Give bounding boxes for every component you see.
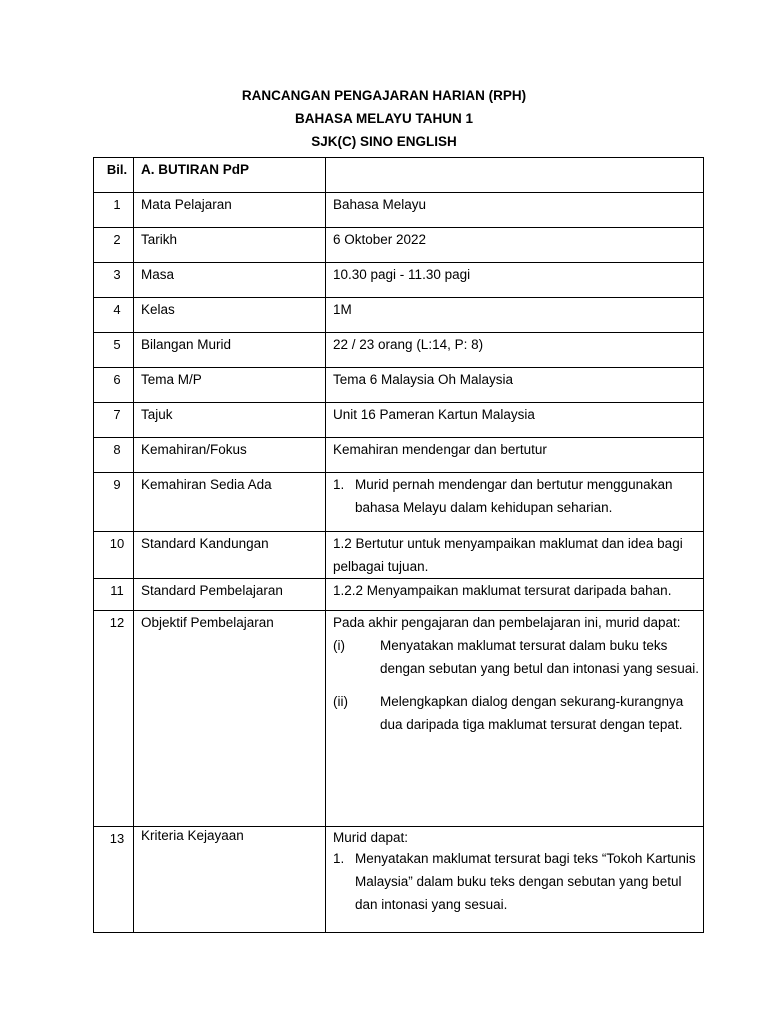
row-value: Bahasa Melayu xyxy=(326,193,704,228)
table-row xyxy=(94,228,704,263)
table-row xyxy=(94,193,704,228)
table-row xyxy=(94,368,704,403)
row-value xyxy=(326,611,704,827)
row-value xyxy=(326,827,704,933)
doc-subtitle: BAHASA MELAYU TAHUN 1 xyxy=(294,111,473,126)
list-text: Menyatakan maklumat tersurat bagi teks “Tokoh Kartunis Malaysia” dalam buku teks dengan sebutan yang betul dan intonasi yang sesuai. xyxy=(355,851,696,912)
row-number: 2 xyxy=(94,228,134,263)
row-number: 9 xyxy=(94,473,134,532)
list-item xyxy=(333,847,703,916)
row-label: Tema M/P xyxy=(134,368,326,403)
table-row xyxy=(94,611,704,827)
row-label: Tarikh xyxy=(134,228,326,263)
row-value: 10.30 pagi - 11.30 pagi xyxy=(326,263,704,298)
table-row xyxy=(94,298,704,333)
row-number: 1 xyxy=(94,193,134,228)
list-item xyxy=(333,473,703,519)
row-label: Mata Pelajaran xyxy=(134,193,326,228)
row-label: Kelas xyxy=(134,298,326,333)
row-value: Kemahiran mendengar dan bertutur xyxy=(326,438,704,473)
row-number: 4 xyxy=(94,298,134,333)
table-row xyxy=(94,263,704,298)
row-value: 22 / 23 orang (L:14, P: 8) xyxy=(326,333,704,368)
row-value: 1.2.2 Menyampaikan maklumat tersurat daripada bahan. xyxy=(326,579,704,611)
table-row xyxy=(94,532,704,579)
table-row xyxy=(94,403,704,438)
row-value: 1.2 Bertutur untuk menyampaikan maklumat dan idea bagi pelbagai tujuan. xyxy=(326,532,704,579)
row-number: 10 xyxy=(94,532,134,579)
table-row xyxy=(94,473,704,532)
list-text: Menyatakan maklumat tersurat dalam buku teks dengan sebutan yang betul dan intonasi yang sesuai. xyxy=(380,638,699,676)
criteria-intro: Murid dapat: xyxy=(333,830,409,845)
table-row xyxy=(94,333,704,368)
list-marker: (ii) xyxy=(333,694,348,709)
row-number: 5 xyxy=(94,333,134,368)
list-item xyxy=(333,690,703,736)
row-value: 6 Oktober 2022 xyxy=(326,228,704,263)
row-number: 7 xyxy=(94,403,134,438)
row-value xyxy=(326,473,704,532)
list-marker: 1. xyxy=(333,851,345,866)
row-number: 8 xyxy=(94,438,134,473)
objective-intro: Pada akhir pengajaran dan pembelajaran ini, murid dapat: xyxy=(333,615,681,630)
table-header-row xyxy=(94,158,704,193)
table-row xyxy=(94,438,704,473)
row-label: Bilangan Murid xyxy=(134,333,326,368)
list-text: Melengkapkan dialog dengan sekurang-kurangnya dua daripada tiga maklumat tersurat dengan tepat. xyxy=(380,694,684,732)
row-value: Unit 16 Pameran Kartun Malaysia xyxy=(326,403,704,438)
school-name: SJK(C) SINO ENGLISH xyxy=(311,134,457,149)
row-number: 6 xyxy=(94,368,134,403)
section-header: A. BUTIRAN PdP xyxy=(134,158,326,193)
header-empty-cell xyxy=(326,158,704,193)
row-label: Standard Kandungan xyxy=(134,532,326,579)
table-row xyxy=(94,579,704,611)
row-number: 11 xyxy=(94,579,134,611)
col-bil-header: Bil. xyxy=(94,158,134,193)
row-label: Standard Pembelajaran xyxy=(134,579,326,611)
list-marker: (i) xyxy=(333,638,345,653)
table-row xyxy=(94,827,704,933)
row-label: Tajuk xyxy=(134,403,326,438)
row-label: Kemahiran Sedia Ada xyxy=(134,473,326,532)
row-number: 13 xyxy=(94,827,134,933)
row-value: 1M xyxy=(326,298,704,333)
row-label: Objektif Pembelajaran xyxy=(134,611,326,827)
row-value: Tema 6 Malaysia Oh Malaysia xyxy=(326,368,704,403)
row-label: Kemahiran/Fokus xyxy=(134,438,326,473)
row-number: 12 xyxy=(94,611,134,827)
list-marker: 1. xyxy=(333,477,345,492)
doc-title: RANCANGAN PENGAJARAN HARIAN (RPH) xyxy=(241,88,527,103)
rph-table xyxy=(93,157,704,933)
row-number: 3 xyxy=(94,263,134,298)
list-text: Murid pernah mendengar dan bertutur menggunakan bahasa Melayu dalam kehidupan seharian. xyxy=(355,477,673,515)
row-label: Kriteria Kejayaan xyxy=(134,827,326,933)
list-item xyxy=(333,634,703,680)
row-label: Masa xyxy=(134,263,326,298)
